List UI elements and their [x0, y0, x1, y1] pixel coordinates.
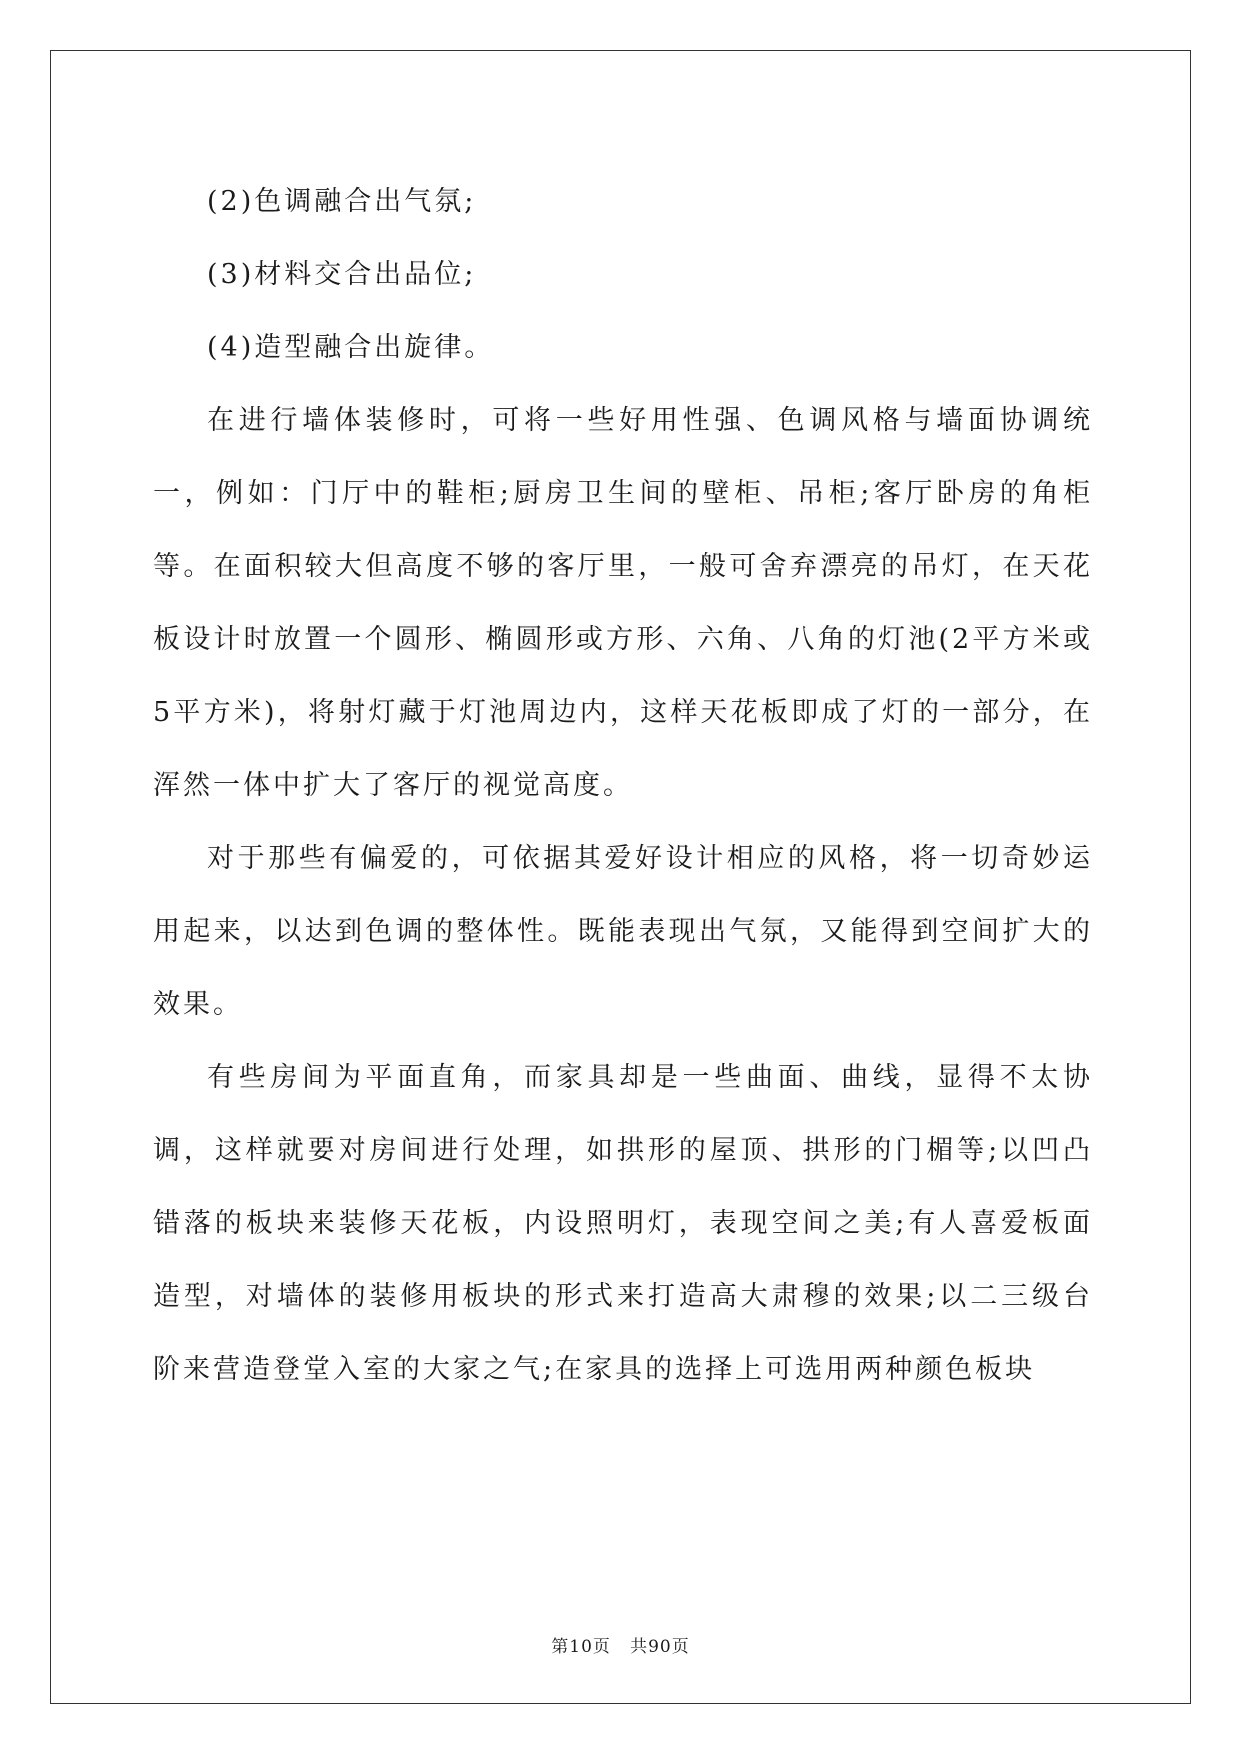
paragraph-5: 对于那些有偏爱的，可依据其爱好设计相应的风格，将一切奇妙运用起来，以达到色调的整体性。既能表现出气氛，又能得到空间扩大的效果。 [153, 843, 1093, 1020]
paragraph-1: (2)色调融合出气氛; [207, 186, 477, 217]
page-footer [0, 1632, 1241, 1657]
paragraph-4: 在进行墙体装修时，可将一些好用性强、色调风格与墙面协调统一，例如：门厅中的鞋柜;厨房卫生间的壁柜、吊柜;客厅卧房的角柜等。在面积较大但高度不够的客厅里，一般可舍弃漂亮的吊灯，在天花板设计时放置一个圆形、椭圆形或方形、六角、八角的灯池(2平方米或5平方米)，将射灯藏于灯池周边内，这样天花板即成了灯的一部分，在浑然一体中扩大了客厅的视觉高度。 [153, 405, 1093, 801]
paragraph-3: (4)造型融合出旋律。 [207, 332, 495, 363]
document-body [153, 165, 1093, 1406]
page-number-label: 第10页 共90页 [551, 1637, 690, 1657]
paragraph-6: 有些房间为平面直角，而家具却是一些曲面、曲线，显得不太协调，这样就要对房间进行处理，如拱形的屋顶、拱形的门楣等;以凹凸错落的板块来装修天花板，内设照明灯，表现空间之美;有人喜爱板面造型，对墙体的装修用板块的形式来打造高大肃穆的效果;以二三级台阶来营造登堂入室的大家之气;在家具的选择上可选用两种颜色板块 [153, 1062, 1093, 1385]
paragraph-2: (3)材料交合出品位; [207, 259, 477, 290]
